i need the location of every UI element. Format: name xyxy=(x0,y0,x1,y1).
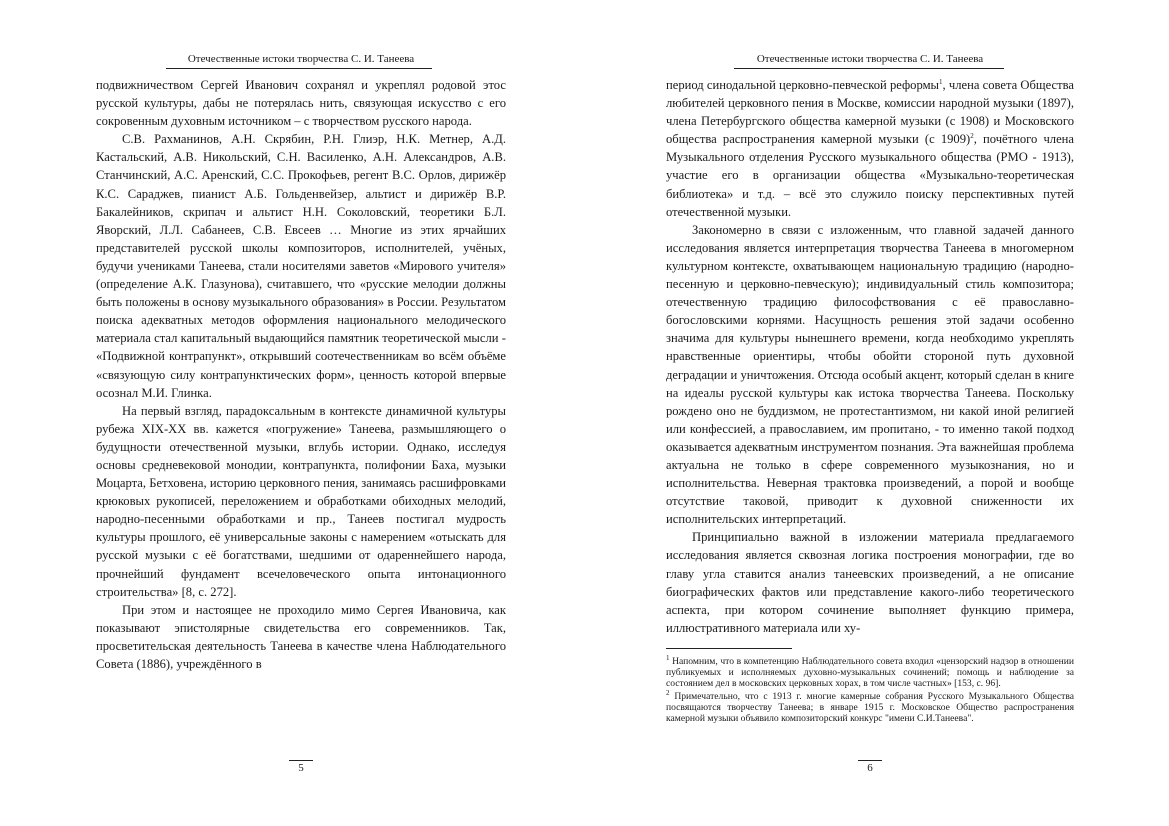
running-head: Отечественные истоки творчества С. И. Танеева xyxy=(187,53,415,65)
left-page xyxy=(96,0,506,826)
footnote-ref: 1 xyxy=(939,77,943,86)
paragraph: С.В. Рахманинов, А.Н. Скрябин, Р.Н. Глиэр, Н.К. Метнер, А.Д. Кастальский, А.В. Никольский, С.Н. Василенко, А.Н. Александров, А.В. Станчинский, А.С. Аренский, С.С. Прокофьев, регент В.С. Орлов, дирижёр К.С. Сараджев, пианист А.Б. Гольденвейзер, альтист и дирижёр В.Р. Бакалейников, скрипач и альтист Н.Н. Соколовский, теоретики Б.Л. Яворский, Л.Л. Сабанеев, С.В. Евсеев … Многие из этих ярчайших представителей русской школы композиторов, исполнителей, учёных, будучи учениками Танеева, стали носителями заветов «Мирового учителя» (определение А.К. Глазунова), считавшего, что «русские мелодии должны быть положены в основу музыкального образования» в России. Результатом поиска адекватных методов оформления национального мелодического материала стал капитальный выдающийся памятник теоретической мысли - «Подвижной контрапункт», открывший соотечественникам во всём объёме «связующую силу контрапунктических форм», ценность которой впервые осознал М.И. Глинка. xyxy=(96,132,506,400)
right-page xyxy=(666,0,1074,826)
paragraph xyxy=(666,76,1074,221)
footnote xyxy=(666,688,1074,725)
paragraph: Закономерно в связи с изложенным, что главной задачей данного исследования является интерпретация творчества Танеева в многомерном культурном контексте, охватывающем национальную традицию (народно-песенную и церковно-певческую); индивидуальный стиль композитора; отечественную традицию философствования с её православно-богословскими корнями. Насущность решения этой задачи особенно значима для культуры нынешнего времени, когда необходимо укреплять нравственные ориентиры, чтобы обойти стороной путь духовной деградации и уничтожения. Отсюда особый акцент, который сделан в книге на идеалы русской культуры как истока творчества Танеева. Поскольку рождено оно не буддизмом, не протестантизмом, ни какой иной религией или конфессией, а православием, им пропитано, - то именно такой подход оказывается адекватным инструментом познания. Эта важнейшая проблема актуальна не только в сфере современного музыкознания, но и исполнительства. Неверная трактовка произведений, а порой и вообще отсутствие таковой, приводит к духовной сниженности их исполнительских интерпретаций. xyxy=(666,222,1074,527)
page-number: 6 xyxy=(858,760,882,774)
footnote-text: Напомним, что в компетенцию Наблюдательного совета входил «цензорский надзор в отношении публикуемых и исполняемых духовно-музыкальных сочинений; помощь и наблюдение за состоянием дел в московских церковных хорах, в том числе частных» [153, с. 96]. xyxy=(666,656,1074,690)
page-number: 5 xyxy=(289,760,313,774)
paragraph-text: , члена совета Общества любителей церковного пения в Москве, комиссии народной музыки (1897), члена Петербургского общества камерной музыки (с 1908) и Московского общества распространения камерной музыки (с 1909) xyxy=(666,78,1074,147)
footnote-ref: 2 xyxy=(970,132,974,141)
header-rule xyxy=(734,68,1004,69)
paragraph-text: период синодальной церковно-певческой реформы xyxy=(666,78,940,92)
paragraph: подвижничеством Сергей Иванович сохранял и укреплял родовой этос русской культуры, дабы не потерялась нить, связующая искусство с его сокровенным духовным источником – с творчеством русского народа. xyxy=(96,78,506,129)
header-rule xyxy=(166,68,432,69)
running-head: Отечественные истоки творчества С. И. Танеева xyxy=(756,53,984,65)
paragraph: Принципиально важной в изложении материала предлагаемого исследования является сквозная логика построения монографии, где во главу угла ставится анализ танеевских произведений, а не описание биографических фактов или представление какого-либо теоретического аспекта, при котором сочинение выполняет функцию примера, иллюстративного материала или ху- xyxy=(666,530,1074,635)
footnote-rule xyxy=(666,648,792,649)
footnote xyxy=(666,653,1074,690)
footnote-text: Примечательно, что с 1913 г. многие камерные собрания Русского Музыкального Общества посвящаются творчеству Танеева; в январе 1915 г. Московское Общество распространения камерной музыки объявило композиторский конкурс "имени С.И.Танеева". xyxy=(666,690,1074,725)
paragraph: При этом и настоящее не проходило мимо Сергея Ивановича, как показывают эпистолярные свидетельства его современников. Так, просветительская деятельность Танеева в качестве члена Наблюдательного Совета (1886), учреждённого в xyxy=(96,602,506,671)
left-page-body xyxy=(96,76,506,673)
footnotes xyxy=(666,653,1074,725)
paragraph: На первый взгляд, парадоксальным в контексте динамичной культуры рубежа XIX-XX вв. кажется «погружение» Танеева, размышляющего о будущности отечественной музыки, вглубь истории. Однако, исследуя основы средневековой монодии, контрапункта, полифонии Баха, музыки Моцарта, Бетховена, историю церковного пения, занимаясь расшифровками крюковых рукописей, переложением и обработками обиходных мелодий, народно-песенными обработками и пр., Танеев постигал мудрость культуры прошлого, её универсальные законы с намерением «отыскать для русской музыки с её богатствами, шедшими от одареннейшего народа, прочнейший фундамент всечеловеческого опыта интонационного строительства» [8, с. 272]. xyxy=(96,403,506,599)
footnote-mark: 2 xyxy=(666,688,670,697)
right-page-body xyxy=(666,76,1074,637)
footnote-mark: 1 xyxy=(666,653,670,662)
paragraph-text: , почётного члена Музыкального отделения Русского музыкального общества (РМО - 1913), участие его в организации общества «Музыкально-теоретическая библиотека» и т.д. – всё это служило поиску перспективных путей отечественной музыки. xyxy=(666,132,1074,219)
